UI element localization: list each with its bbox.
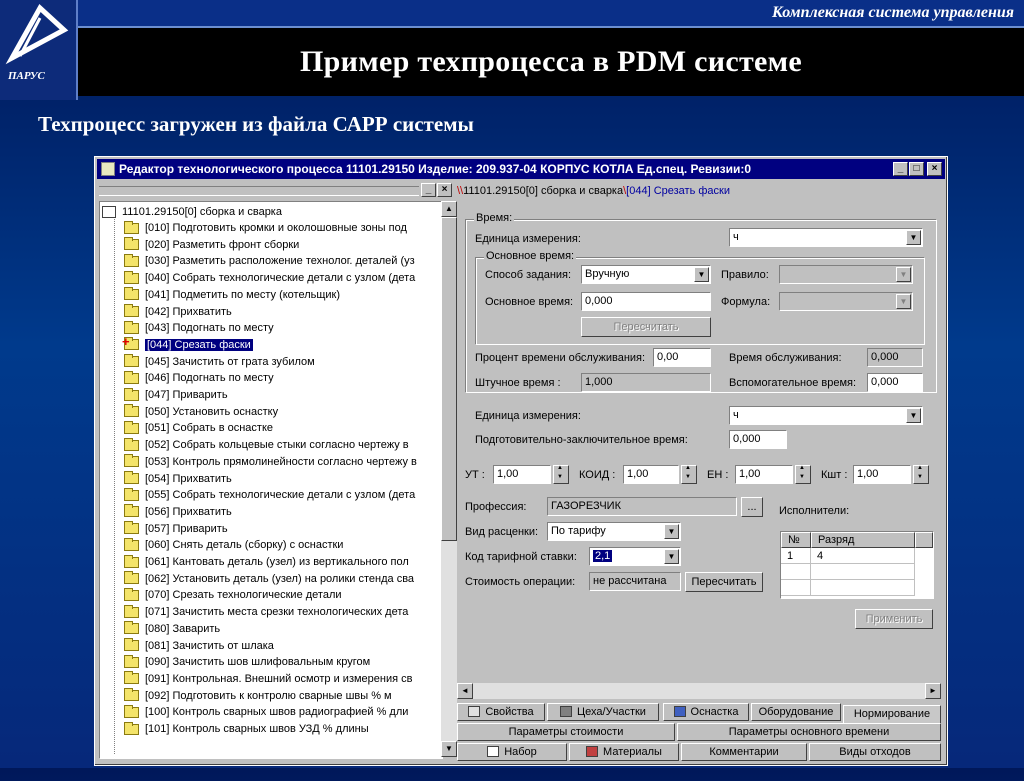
method-label: Способ задания: — [485, 269, 572, 281]
ksht-label: Кшт : — [821, 469, 848, 481]
tree-item[interactable] — [124, 554, 409, 570]
folder-icon — [124, 339, 139, 350]
tab-row-3 — [457, 743, 943, 761]
folder-icon — [124, 540, 139, 551]
logo-panel — [0, 0, 78, 100]
tree-item-label: [041] Подметить по месту (котельщик) — [145, 288, 341, 301]
tab-equipment[interactable]: Оборудование — [751, 703, 841, 721]
tree-item[interactable] — [124, 370, 274, 386]
scroll-left-button[interactable]: ◄ — [457, 683, 473, 699]
grid-header-number[interactable]: № — [781, 532, 811, 548]
tree-item-label: [092] Подготовить к контролю сварные швы % м — [145, 689, 392, 702]
slide-title-bar — [78, 28, 1024, 96]
unit2-select[interactable]: ч ▼ — [729, 406, 923, 425]
folder-icon — [124, 640, 139, 651]
form-horizontal-scrollbar[interactable] — [457, 683, 941, 699]
service-time-label: Время обслуживания: — [729, 352, 842, 364]
ut-spinner[interactable] — [553, 465, 569, 484]
tree-item-label: [080] Заварить — [145, 622, 221, 635]
app-icon — [101, 162, 115, 176]
pane-minimize-button[interactable]: _ — [421, 183, 436, 197]
tree-item-label: [051] Собрать в оснастке — [145, 422, 274, 435]
tree-item-label: [100] Контроль сварных швов радиографией % дли — [145, 706, 409, 719]
folder-icon — [124, 289, 139, 300]
process-editor-window — [94, 156, 948, 766]
ksht-spinner[interactable] — [913, 465, 929, 484]
chevron-down-icon: ▼ — [896, 294, 911, 309]
properties-icon — [468, 706, 480, 717]
tab-row-2 — [457, 723, 943, 741]
tooling-icon — [674, 706, 686, 717]
tree-item[interactable] — [124, 237, 299, 253]
chevron-down-icon: ▼ — [664, 549, 679, 564]
folder-icon — [124, 306, 139, 317]
folder-icon — [124, 473, 139, 484]
breadcrumb-separator: \ — [623, 185, 627, 197]
tree-item-label: [020] Разметить фронт сборки — [145, 238, 300, 251]
tariff-code-select[interactable]: 2,1 ▼ — [589, 547, 681, 566]
folder-icon — [124, 273, 139, 284]
tree-item[interactable] — [124, 571, 414, 587]
en-input[interactable]: 1,00 — [735, 465, 793, 484]
aux-time-label: Вспомогательное время: — [729, 377, 857, 389]
tree-item[interactable] — [124, 454, 417, 470]
sail-logo-icon — [0, 0, 76, 70]
scroll-up-button[interactable]: ▲ — [441, 201, 457, 217]
tree-item[interactable] — [124, 471, 232, 487]
formula-label: Формула: — [721, 296, 771, 308]
piece-time-label: Штучное время : — [475, 377, 561, 389]
prep-time-input[interactable]: 0,000 — [729, 430, 787, 449]
aux-time-input[interactable]: 0,000 — [867, 373, 923, 392]
time-group-caption: Время: — [476, 212, 513, 224]
tree-item-label: [042] Прихватить — [145, 305, 232, 318]
main-time-group-caption: Основное время: — [486, 250, 575, 262]
tree-item-label: [053] Контроль прямолинейности согласно чертежу в — [145, 455, 417, 468]
tree-vertical-scrollbar[interactable] — [441, 201, 457, 757]
breadcrumb-prefix: \\ — [457, 185, 464, 197]
tree-item-label: [030] Разметить расположение технолог. деталей (уз — [145, 255, 415, 268]
tree-item-label: [043] Подогнать по месту — [145, 322, 274, 335]
tree-root[interactable] — [102, 204, 282, 220]
minimize-button[interactable]: _ — [893, 162, 908, 176]
tree-item[interactable] — [124, 304, 232, 320]
folder-icon — [124, 590, 139, 601]
tab-set[interactable]: Набор — [457, 743, 567, 761]
tree-item[interactable] — [124, 537, 343, 553]
tree-item[interactable] — [124, 270, 415, 286]
koid-input[interactable]: 1,00 — [623, 465, 679, 484]
tree-item-label: [057] Приварить — [145, 522, 228, 535]
folder-icon — [124, 390, 139, 401]
performers-label: Исполнители: — [779, 505, 850, 517]
tree-item-label: [091] Контрольная. Внешний осмотр и измерения св — [145, 672, 413, 685]
tree-item-label: [052] Собрать кольцевые стыки согласно чертежу в — [145, 439, 409, 452]
folder-icon — [124, 490, 139, 501]
tree-item[interactable] — [124, 504, 232, 520]
tree-item-label: [045] Зачистить от грата зубилом — [145, 355, 315, 368]
breadcrumb — [457, 183, 945, 199]
tree-item-label: [054] Прихватить — [145, 472, 232, 485]
koid-label: КОИД : — [579, 469, 616, 481]
chevron-down-icon: ▼ — [906, 408, 921, 423]
tree-pane-header — [99, 183, 455, 197]
tree-item[interactable] — [124, 621, 220, 637]
tree-item-label: [062] Установить деталь (узел) на ролики стенда сва — [145, 572, 415, 585]
tree-item[interactable] — [124, 404, 278, 420]
apply-button[interactable]: Применить — [855, 609, 933, 629]
tree-item[interactable] — [124, 487, 415, 503]
tree-item[interactable] — [124, 337, 253, 353]
folder-icon — [124, 623, 139, 634]
tab-main-time-params[interactable]: Параметры основного времени — [677, 723, 941, 741]
profession-browse-button[interactable]: ... — [741, 497, 763, 517]
materials-icon — [586, 746, 598, 757]
tree-item-label: [055] Собрать технологические детали с узлом (дета — [145, 489, 416, 502]
folder-icon — [124, 673, 139, 684]
tree-item-label: [050] Установить оснастку — [145, 405, 279, 418]
tree-item-label: [056] Прихватить — [145, 505, 232, 518]
folder-icon — [124, 406, 139, 417]
tree-item-label: [081] Зачистить от шлака — [145, 639, 274, 652]
close-button[interactable]: × — [927, 162, 942, 176]
tab-waste-types[interactable]: Виды отходов — [809, 743, 941, 761]
folder-icon — [124, 423, 139, 434]
folder-icon — [124, 506, 139, 517]
folder-icon — [124, 690, 139, 701]
piece-time-value: 1,000 — [581, 373, 711, 392]
ut-label: УТ : — [465, 469, 485, 481]
tree-item[interactable] — [124, 287, 340, 303]
breadcrumb-main[interactable]: 11101.29150[0] сборка и сварка — [463, 185, 624, 197]
document-icon — [102, 206, 116, 218]
slide-title: Пример техпроцесса в PDM системе — [300, 45, 802, 78]
set-icon — [487, 746, 499, 757]
chevron-down-icon: ▼ — [906, 230, 921, 245]
folder-icon — [124, 356, 139, 367]
tree-item-label: [090] Зачистить шов шлифовальным кругом — [145, 656, 371, 669]
tab-properties[interactable]: Свойства — [457, 703, 545, 721]
tab-materials[interactable]: Материалы — [569, 743, 679, 761]
tab-tooling[interactable]: Оснастка — [663, 703, 749, 721]
tree-item-label: [101] Контроль сварных швов УЗД % длины — [145, 723, 369, 735]
tree-item-label: [070] Срезать технологические детали — [145, 589, 342, 602]
tree-item[interactable] — [124, 721, 369, 737]
tree-item[interactable] — [124, 320, 274, 336]
service-time-value: 0,000 — [867, 348, 923, 367]
tree-item-label: [047] Приварить — [145, 389, 228, 401]
tab-cost-params[interactable]: Параметры стоимости — [457, 723, 675, 741]
tree-item[interactable] — [124, 654, 370, 670]
tree-item[interactable] — [124, 688, 392, 704]
tree-item[interactable] — [124, 220, 407, 236]
koid-spinner[interactable] — [681, 465, 697, 484]
tariff-code-label: Код тарифной ставки: — [465, 551, 577, 563]
chevron-down-icon: ▼ — [664, 524, 679, 539]
workshop-icon — [560, 706, 572, 717]
profession-label: Профессия: — [465, 501, 527, 513]
tree-item[interactable] — [124, 387, 228, 403]
brand-caption: Комплексная система управления — [771, 4, 1014, 21]
tree-item-label: [071] Зачистить места срезки технологических дета — [145, 606, 409, 619]
folder-icon — [124, 223, 139, 234]
tab-workshops[interactable]: Цеха/Участки — [547, 703, 659, 721]
unit-label: Единица измерения: — [475, 233, 581, 245]
tree-item[interactable] — [124, 704, 408, 720]
tree-item[interactable] — [124, 354, 315, 370]
scroll-down-button[interactable]: ▼ — [441, 741, 457, 757]
folder-icon — [124, 239, 139, 250]
tree-item[interactable] — [124, 437, 409, 453]
en-label: ЕН : — [707, 469, 729, 481]
tree-item[interactable] — [124, 604, 408, 620]
folder-icon — [124, 657, 139, 668]
tree-item-label: [060] Снять деталь (сборку) с оснастки — [145, 539, 344, 552]
pane-close-button[interactable]: × — [437, 183, 452, 197]
main-time-label: Основное время: — [485, 296, 574, 308]
folder-icon — [124, 557, 139, 568]
scroll-right-button[interactable]: ► — [925, 683, 941, 699]
tab-normalization[interactable]: Нормирование — [843, 705, 941, 723]
tree-item-label: [010] Подготовить кромки и околошовные зоны под — [145, 222, 407, 234]
main-time-input[interactable]: 0,000 — [581, 292, 711, 311]
ut-input[interactable]: 1,00 — [493, 465, 551, 484]
unit-select[interactable]: ч ▼ — [729, 228, 923, 247]
folder-icon — [124, 256, 139, 267]
recalc-main-time-button[interactable]: Пересчитать — [581, 317, 711, 337]
tree-root-label: 11101.29150[0] сборка и сварка — [122, 206, 282, 218]
tree-item[interactable] — [124, 420, 273, 436]
tree-item[interactable] — [124, 521, 228, 537]
tree-item-label: [044] Срезать фаски — [147, 338, 251, 351]
rule-label: Правило: — [721, 269, 769, 281]
en-spinner[interactable] — [795, 465, 811, 484]
rule-select — [779, 265, 913, 284]
performers-grid[interactable] — [780, 531, 934, 599]
op-cost-value: не рассчитана — [589, 572, 681, 591]
slide-subtitle: Техпроцесс загружен из файла САРР системы — [38, 112, 474, 136]
folder-icon — [124, 373, 139, 384]
folder-icon — [124, 573, 139, 584]
tree-item[interactable] — [124, 638, 274, 654]
tab-comments[interactable]: Комментарии — [681, 743, 807, 761]
rate-type-label: Вид расценки: — [465, 526, 539, 538]
tree-item-label: [040] Собрать технологические детали с узлом (дета — [145, 272, 416, 285]
chevron-down-icon: ▼ — [896, 267, 911, 282]
scroll-thumb[interactable] — [441, 217, 457, 541]
folder-icon — [124, 607, 139, 618]
folder-icon — [124, 707, 139, 718]
ksht-input[interactable]: 1,00 — [853, 465, 911, 484]
rate-type-select[interactable]: По тарифу ▼ — [547, 522, 681, 541]
folder-icon — [124, 440, 139, 451]
tree-item[interactable] — [124, 587, 342, 603]
chevron-down-icon: ▼ — [694, 267, 709, 282]
window-title: Редактор технологического процесса 11101.29150 Изделие: 209.937-04 КОРПУС КОТЛА Ед.спец. Ревизии:0 — [119, 162, 752, 176]
formula-select — [779, 292, 913, 311]
breadcrumb-current[interactable]: [044] Срезать фаски — [626, 185, 731, 197]
grid-header-grade[interactable]: Разряд — [811, 532, 915, 548]
folder-icon — [124, 456, 139, 467]
folder-icon — [124, 724, 139, 735]
tree-item[interactable] — [124, 253, 415, 269]
window-titlebar[interactable] — [97, 159, 945, 179]
tree-item-label: [061] Кантовать деталь (узел) из вертикального пол — [145, 556, 409, 568]
tree-item-label: [046] Подогнать по месту — [145, 372, 274, 385]
logo-text: ПАРУС — [8, 70, 45, 82]
folder-icon — [124, 323, 139, 334]
op-cost-label: Стоимость операции: — [465, 576, 576, 588]
service-percent-input[interactable]: 0,00 — [653, 348, 711, 367]
prep-time-label: Подготовительно-заключительное время: — [475, 434, 688, 446]
process-tree[interactable] — [99, 201, 443, 759]
recalc-cost-button[interactable]: Пересчитать — [685, 572, 763, 592]
maximize-button[interactable]: □ — [909, 162, 924, 176]
folder-icon — [124, 523, 139, 534]
grid-cell-grade[interactable]: 4 — [811, 548, 915, 564]
unit2-label: Единица измерения: — [475, 410, 581, 422]
service-percent-label: Процент времени обслуживания: — [475, 352, 646, 364]
tree-item[interactable] — [124, 671, 413, 687]
method-select[interactable]: Вручную ▼ — [581, 265, 711, 284]
profession-value: ГАЗОРЕЗЧИК — [547, 497, 737, 516]
tab-row-1 — [457, 703, 943, 721]
grid-cell-number[interactable]: 1 — [781, 548, 811, 564]
